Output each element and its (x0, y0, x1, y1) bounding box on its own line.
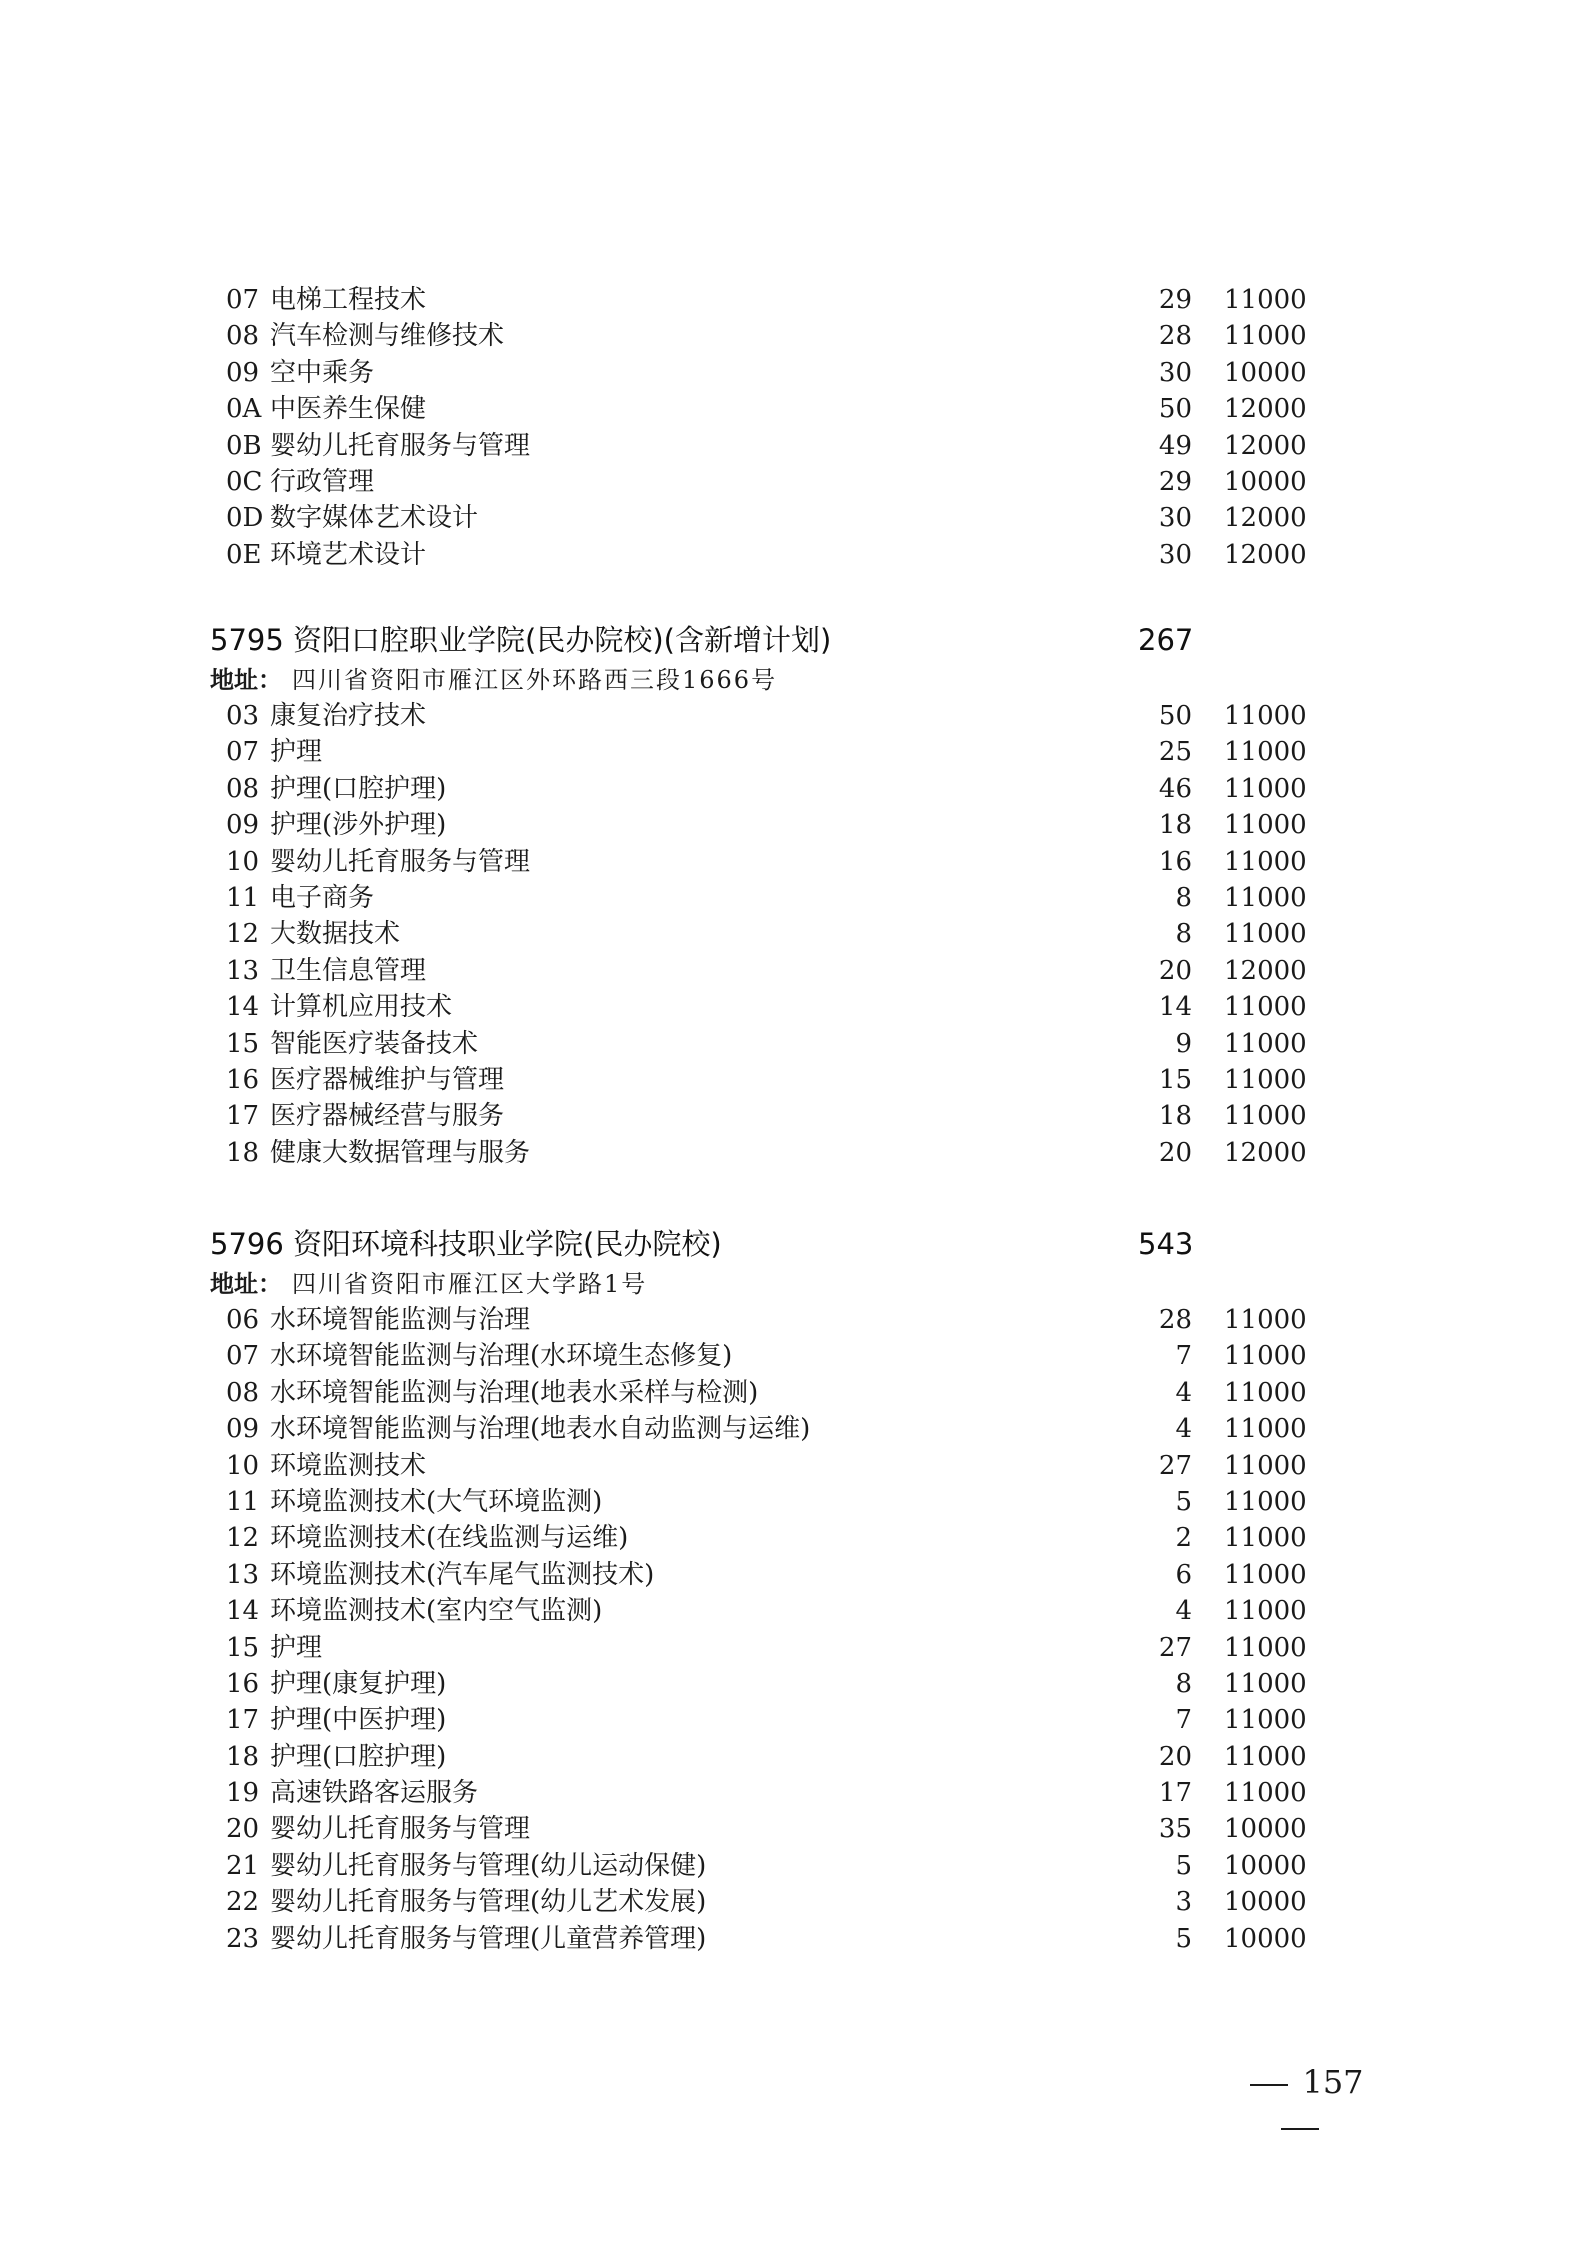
tuition-fee: 11000 (1224, 1668, 1307, 1699)
program-code: 07 (226, 285, 260, 315)
program-name: 数字媒体艺术设计 (270, 503, 479, 534)
tuition-fee: 11000 (1224, 1632, 1307, 1663)
program-row (0, 1593, 1587, 1629)
program-name: 护理 (270, 1632, 323, 1663)
program-code: 22 (226, 1887, 260, 1918)
tuition-fee: 11000 (1224, 1414, 1307, 1445)
program-code: 10 (226, 1450, 260, 1481)
program-row (0, 771, 1587, 807)
program-row (0, 953, 1587, 989)
program-row (0, 1666, 1587, 1702)
program-row (0, 807, 1587, 843)
program-code: 11 (226, 882, 260, 913)
tuition-fee: 11000 (1224, 846, 1307, 877)
tuition-fee: 11000 (1224, 1741, 1307, 1772)
plan-count: 49 (1158, 430, 1192, 461)
program-code: 0A (226, 394, 262, 425)
school-5796-section (0, 1222, 1587, 1957)
program-name: 卫生信息管理 (270, 955, 427, 986)
tuition-fee: 11000 (1224, 1486, 1307, 1517)
plan-count: 16 (1158, 846, 1192, 877)
program-code: 23 (226, 1923, 260, 1954)
program-code: 18 (226, 1137, 260, 1168)
program-code: 0E (226, 539, 262, 570)
plan-count: 30 (1158, 503, 1192, 534)
page-number: 157 (1302, 2063, 1364, 2101)
program-code: 10 (226, 846, 260, 877)
program-name: 健康大数据管理与服务 (270, 1137, 531, 1168)
footer-dash-right (1281, 2128, 1319, 2130)
tuition-fee: 11000 (1224, 992, 1307, 1023)
school-5795-section (0, 618, 1587, 1171)
program-row (0, 1135, 1587, 1171)
program-row (0, 1062, 1587, 1098)
program-name: 高速铁路客运服务 (270, 1778, 479, 1809)
program-code: 0C (226, 466, 263, 497)
program-row (0, 1884, 1587, 1920)
plan-count: 30 (1158, 357, 1192, 388)
program-code: 17 (226, 1101, 260, 1132)
plan-count: 8 (1175, 919, 1192, 950)
program-name: 护理 (270, 737, 323, 768)
footer-dash-left (1250, 2084, 1288, 2086)
address-text: 四川省资阳市雁江区大学路1号 (292, 1270, 648, 1298)
program-name: 婴幼儿托育服务与管理(幼儿运动保健) (270, 1850, 707, 1881)
program-code: 09 (226, 810, 260, 841)
address-label: 地址： (210, 666, 282, 694)
tuition-fee: 11000 (1224, 1559, 1307, 1590)
program-name: 电梯工程技术 (270, 285, 427, 315)
plan-count: 29 (1158, 285, 1192, 315)
program-code: 12 (226, 1523, 260, 1554)
tuition-fee: 11000 (1224, 701, 1307, 731)
tuition-fee: 11000 (1224, 1341, 1307, 1372)
program-list (0, 698, 1587, 1171)
plan-count: 20 (1158, 1137, 1192, 1168)
program-name: 护理(口腔护理) (270, 1741, 447, 1772)
school-address (0, 1266, 1587, 1302)
program-code: 14 (226, 992, 260, 1023)
program-name: 环境监测技术(大气环境监测) (270, 1486, 603, 1517)
plan-count: 50 (1158, 394, 1192, 425)
program-name: 中医养生保健 (270, 394, 427, 425)
program-code: 11 (226, 1486, 260, 1517)
school-header (0, 618, 1587, 662)
tuition-fee: 11000 (1224, 737, 1307, 768)
program-row (0, 1484, 1587, 1520)
program-name: 婴幼儿托育服务与管理 (270, 1814, 531, 1845)
program-row (0, 1921, 1587, 1957)
program-row (0, 880, 1587, 916)
program-name: 行政管理 (270, 466, 375, 497)
program-name: 护理(口腔护理) (270, 773, 447, 804)
school-total-plan: 543 (1138, 1227, 1194, 1261)
program-name: 环境监测技术 (270, 1450, 427, 1481)
tuition-fee: 12000 (1224, 539, 1307, 570)
program-code: 08 (226, 321, 260, 352)
tuition-fee: 10000 (1224, 1923, 1307, 1954)
program-name: 护理(康复护理) (270, 1668, 447, 1699)
program-code: 07 (226, 737, 260, 768)
program-code: 0B (226, 430, 262, 461)
plan-count: 20 (1158, 1741, 1192, 1772)
plan-count: 28 (1158, 321, 1192, 352)
program-list-continued (0, 282, 1587, 573)
program-code: 09 (226, 357, 260, 388)
program-row (0, 1630, 1587, 1666)
program-name: 环境监测技术(汽车尾气监测技术) (270, 1559, 655, 1590)
plan-count: 29 (1158, 466, 1192, 497)
program-name: 水环境智能监测与治理 (270, 1305, 531, 1335)
program-name: 婴幼儿托育服务与管理 (270, 430, 531, 461)
plan-count: 4 (1175, 1377, 1192, 1408)
tuition-fee: 11000 (1224, 321, 1307, 352)
program-name: 水环境智能监测与治理(地表水采样与检测) (270, 1377, 759, 1408)
program-name: 空中乘务 (270, 357, 375, 388)
program-code: 18 (226, 1741, 260, 1772)
plan-count: 2 (1175, 1523, 1192, 1554)
program-row (0, 698, 1587, 734)
program-row (0, 1739, 1587, 1775)
plan-count: 20 (1158, 955, 1192, 986)
program-name: 医疗器械维护与管理 (270, 1064, 505, 1095)
program-code: 21 (226, 1850, 260, 1881)
program-row (0, 537, 1587, 573)
school-title: 5795 资阳口腔职业学院(民办院校)(含新增计划) (210, 623, 832, 657)
program-list (0, 1302, 1587, 1957)
program-row (0, 1557, 1587, 1593)
program-name: 计算机应用技术 (270, 992, 453, 1023)
program-code: 16 (226, 1064, 260, 1095)
tuition-fee: 12000 (1224, 430, 1307, 461)
program-code: 17 (226, 1705, 260, 1736)
program-row (0, 989, 1587, 1025)
program-name: 汽车检测与维修技术 (270, 321, 505, 352)
tuition-fee: 11000 (1224, 1028, 1307, 1059)
program-code: 13 (226, 1559, 260, 1590)
program-row (0, 1811, 1587, 1847)
program-row (0, 844, 1587, 880)
tuition-fee: 11000 (1224, 1705, 1307, 1736)
plan-count: 35 (1158, 1814, 1192, 1845)
school-total-plan: 267 (1138, 623, 1194, 657)
tuition-fee: 11000 (1224, 1377, 1307, 1408)
program-name: 医疗器械经营与服务 (270, 1101, 505, 1132)
plan-count: 9 (1175, 1028, 1192, 1059)
program-row (0, 391, 1587, 427)
plan-count: 5 (1175, 1923, 1192, 1954)
program-name: 婴幼儿托育服务与管理(幼儿艺术发展) (270, 1887, 707, 1918)
program-name: 康复治疗技术 (270, 701, 427, 731)
tuition-fee: 10000 (1224, 1850, 1307, 1881)
program-row (0, 1448, 1587, 1484)
plan-count: 6 (1175, 1559, 1192, 1590)
program-code: 14 (226, 1596, 260, 1627)
program-row (0, 464, 1587, 500)
program-code: 13 (226, 955, 260, 986)
program-name: 智能医疗装备技术 (270, 1028, 479, 1059)
plan-count: 15 (1158, 1064, 1192, 1095)
plan-count: 27 (1158, 1450, 1192, 1481)
plan-count: 3 (1175, 1887, 1192, 1918)
plan-count: 8 (1175, 882, 1192, 913)
address-text: 四川省资阳市雁江区外环路西三段1666号 (292, 666, 778, 694)
program-row (0, 1775, 1587, 1811)
tuition-fee: 11000 (1224, 1305, 1307, 1335)
plan-count: 8 (1175, 1668, 1192, 1699)
tuition-fee: 11000 (1224, 882, 1307, 913)
program-code: 19 (226, 1778, 260, 1809)
plan-count: 4 (1175, 1414, 1192, 1445)
program-code: 09 (226, 1414, 260, 1445)
plan-count: 5 (1175, 1486, 1192, 1517)
program-row (0, 318, 1587, 354)
program-code: 06 (226, 1305, 260, 1335)
tuition-fee: 11000 (1224, 1064, 1307, 1095)
program-code: 08 (226, 773, 260, 804)
program-row (0, 1702, 1587, 1738)
program-name: 电子商务 (270, 882, 375, 913)
program-name: 婴幼儿托育服务与管理(儿童营养管理) (270, 1923, 707, 1954)
program-row (0, 916, 1587, 952)
program-code: 20 (226, 1814, 260, 1845)
program-name: 护理(涉外护理) (270, 810, 447, 841)
program-row (0, 734, 1587, 770)
program-name: 水环境智能监测与治理(地表水自动监测与运维) (270, 1414, 811, 1445)
program-code: 0D (226, 503, 264, 534)
tuition-fee: 11000 (1224, 1101, 1307, 1132)
tuition-fee: 10000 (1224, 466, 1307, 497)
school-header (0, 1222, 1587, 1266)
program-name: 婴幼儿托育服务与管理 (270, 846, 531, 877)
plan-count: 27 (1158, 1632, 1192, 1663)
plan-count: 18 (1158, 810, 1192, 841)
program-code: 12 (226, 919, 260, 950)
program-row (0, 1411, 1587, 1447)
program-row (0, 1302, 1587, 1338)
program-row (0, 1375, 1587, 1411)
program-code: 15 (226, 1632, 260, 1663)
tuition-fee: 11000 (1224, 1596, 1307, 1627)
plan-count: 5 (1175, 1850, 1192, 1881)
program-row (0, 1098, 1587, 1134)
plan-count: 14 (1158, 992, 1192, 1023)
program-name: 水环境智能监测与治理(水环境生态修复) (270, 1341, 733, 1372)
program-code: 07 (226, 1341, 260, 1372)
program-row (0, 1848, 1587, 1884)
program-name: 护理(中医护理) (270, 1705, 447, 1736)
program-row (0, 355, 1587, 391)
program-row (0, 428, 1587, 464)
tuition-fee: 11000 (1224, 285, 1307, 315)
program-code: 16 (226, 1668, 260, 1699)
program-row (0, 500, 1587, 536)
program-code: 03 (226, 701, 260, 731)
tuition-fee: 10000 (1224, 1814, 1307, 1845)
plan-count: 28 (1158, 1305, 1192, 1335)
tuition-fee: 11000 (1224, 1523, 1307, 1554)
plan-count: 30 (1158, 539, 1192, 570)
program-code: 08 (226, 1377, 260, 1408)
tuition-fee: 12000 (1224, 955, 1307, 986)
tuition-fee: 11000 (1224, 1450, 1307, 1481)
tuition-fee: 11000 (1224, 810, 1307, 841)
plan-count: 18 (1158, 1101, 1192, 1132)
plan-count: 7 (1175, 1705, 1192, 1736)
tuition-fee: 12000 (1224, 1137, 1307, 1168)
program-row (0, 1520, 1587, 1556)
tuition-fee: 12000 (1224, 503, 1307, 534)
tuition-fee: 12000 (1224, 394, 1307, 425)
plan-count: 7 (1175, 1341, 1192, 1372)
plan-count: 50 (1158, 701, 1192, 731)
program-row (0, 282, 1587, 318)
plan-count: 46 (1158, 773, 1192, 804)
address-label: 地址： (210, 1270, 282, 1298)
page-number-footer (1210, 2060, 1390, 2104)
program-name: 环境监测技术(在线监测与运维) (270, 1523, 629, 1554)
program-name: 环境艺术设计 (270, 539, 427, 570)
school-address (0, 662, 1587, 698)
tuition-fee: 10000 (1224, 1887, 1307, 1918)
program-name: 大数据技术 (270, 919, 401, 950)
program-row (0, 1026, 1587, 1062)
program-row (0, 1338, 1587, 1374)
plan-count: 25 (1158, 737, 1192, 768)
plan-count: 17 (1158, 1778, 1192, 1809)
tuition-fee: 11000 (1224, 1778, 1307, 1809)
tuition-fee: 10000 (1224, 357, 1307, 388)
program-code: 15 (226, 1028, 260, 1059)
tuition-fee: 11000 (1224, 919, 1307, 950)
plan-count: 4 (1175, 1596, 1192, 1627)
tuition-fee: 11000 (1224, 773, 1307, 804)
school-title: 5796 资阳环境科技职业学院(民办院校) (210, 1227, 722, 1261)
program-name: 环境监测技术(室内空气监测) (270, 1596, 603, 1627)
